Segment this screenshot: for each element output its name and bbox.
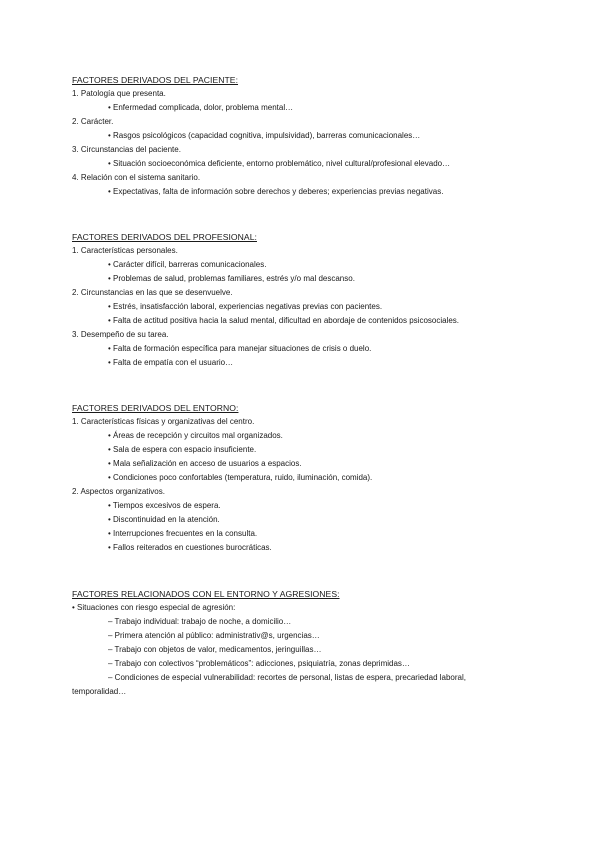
item-label: 2. Circunstancias en las que se desenvuelve. xyxy=(72,288,233,297)
section-heading: FACTORES DERIVADOS DEL PACIENTE: xyxy=(72,75,239,85)
bullet-item: • Discontinuidad en la atención. xyxy=(108,515,220,524)
section-profesional xyxy=(72,230,532,370)
item-label: 1. Características personales. xyxy=(72,246,178,255)
section-paciente xyxy=(72,73,532,199)
item-label: 3. Desempeño de su tarea. xyxy=(72,330,169,339)
item-label: 2. Carácter. xyxy=(72,117,114,126)
bullet-item: • Estrés, insatisfacción laboral, experiencias negativas previas con pacientes. xyxy=(108,302,383,311)
section-agresiones xyxy=(72,587,532,699)
section-heading: FACTORES RELACIONADOS CON EL ENTORNO Y AGRESIONES: xyxy=(72,589,340,599)
section-heading: FACTORES DERIVADOS DEL ENTORNO: xyxy=(72,403,239,413)
bullet-item: • Falta de empatía con el usuario… xyxy=(108,358,234,367)
section-heading: FACTORES DERIVADOS DEL PROFESIONAL: xyxy=(72,232,257,242)
bullet-item: • Falta de actitud positiva hacia la salud mental, dificultad en abordaje de contenidos psicosociales. xyxy=(108,316,460,325)
bullet-item: • Problemas de salud, problemas familiares, estrés y/o mal descanso. xyxy=(108,274,355,283)
dash-continuation: temporalidad… xyxy=(72,687,127,696)
dash-item: – Trabajo con objetos de valor, medicamentos, jeringuillas… xyxy=(108,645,322,654)
dash-item: – Primera atención al público: administrativ@s, urgencias… xyxy=(108,631,320,640)
bullet-item: • Sala de espera con espacio insuficiente. xyxy=(108,445,257,454)
bullet-item: • Falta de formación específica para manejar situaciones de crisis o duelo. xyxy=(108,344,372,353)
item-label: 2. Aspectos organizativos. xyxy=(72,487,165,496)
bullet-item: • Interrupciones frecuentes en la consulta. xyxy=(108,529,258,538)
item-label: 1. Características físicas y organizativas del centro. xyxy=(72,417,255,426)
dash-item: – Trabajo individual: trabajo de noche, a domicilio… xyxy=(108,617,292,626)
bullet-item: • Áreas de recepción y circuitos mal organizados. xyxy=(108,431,283,440)
item-label: 3. Circunstancias del paciente. xyxy=(72,145,181,154)
item-label: 4. Relación con el sistema sanitario. xyxy=(72,173,201,182)
bullet-item: • Mala señalización en acceso de usuarios a espacios. xyxy=(108,459,302,468)
item-label: 1. Patología que presenta. xyxy=(72,89,166,98)
dash-item: – Condiciones de especial vulnerabilidad: recortes de personal, listas de espera, precariedad laboral, xyxy=(108,673,466,682)
bullet-item: • Fallos reiterados en cuestiones burocráticas. xyxy=(108,543,272,552)
section-entorno xyxy=(72,401,532,555)
bullet-item: • Carácter difícil, barreras comunicacionales. xyxy=(108,260,267,269)
bullet-item: • Rasgos psicológicos (capacidad cognitiva, impulsividad), barreras comunicacionales… xyxy=(108,131,421,140)
bullet-item: • Condiciones poco confortables (temperatura, ruido, iluminación, comida). xyxy=(108,473,373,482)
lead-bullet: • Situaciones con riesgo especial de agresión: xyxy=(72,603,236,612)
bullet-item: • Tiempos excesivos de espera. xyxy=(108,501,221,510)
bullet-item: • Expectativas, falta de información sobre derechos y deberes; experiencias previas negativas. xyxy=(108,187,444,196)
dash-item: – Trabajo con colectivos “problemáticos”: adicciones, psiquiatría, zonas deprimidas… xyxy=(108,659,410,668)
bullet-item: • Enfermedad complicada, dolor, problema mental… xyxy=(108,103,294,112)
bullet-item: • Situación socioeconómica deficiente, entorno problemático, nivel cultural/profesional elevado… xyxy=(108,159,451,168)
